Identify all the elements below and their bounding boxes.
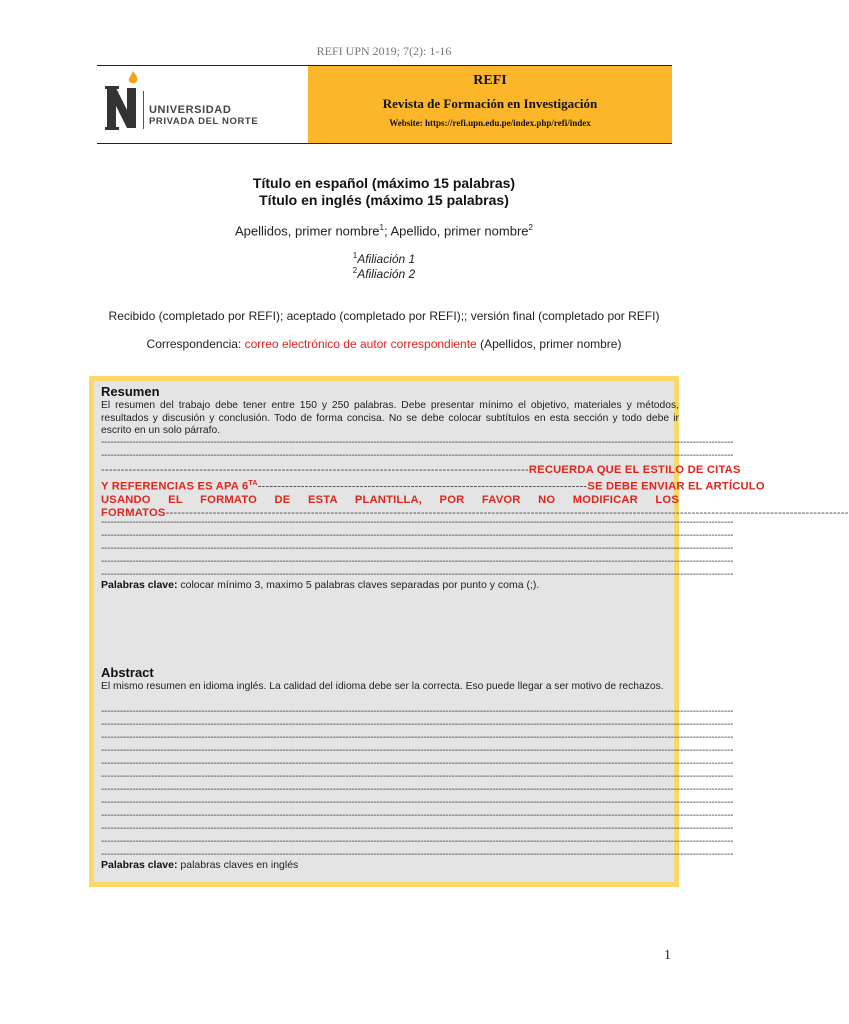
- abstract-box: [89, 376, 849, 887]
- dash-line: ----------------------------------------------------------------------------------------------------------------------------------------------------------------------------------------------------------: [101, 437, 734, 448]
- dash-line: ----------------------------------------------------------------------------------------------------------------------------------------------------------------------------------------------------------: [101, 810, 734, 821]
- author-1: Apellidos, primer nombre: [235, 223, 380, 239]
- warning-line-3: USANDO EL FORMATO DE ESTA PLANTILLA, POR FAVOR NO MODIFICAR LOS: [101, 493, 679, 506]
- resumen-keywords-label: Palabras clave:: [101, 579, 178, 591]
- logo-text-line2: PRIVADA DEL NORTE: [149, 116, 259, 127]
- abstract-keywords-label: Palabras clave:: [101, 859, 178, 871]
- warning-text-1: RECUERDA QUE EL ESTILO DE CITAS: [528, 464, 741, 476]
- logo-text-line1: UNIVERSIDAD: [149, 104, 232, 116]
- authors-line: [0, 223, 768, 238]
- warning-line-1: [101, 464, 741, 477]
- logo-divider: [143, 91, 144, 129]
- abstract-keywords: [101, 859, 298, 871]
- author-2-sup: 2: [528, 223, 533, 232]
- journal-info-box: [308, 66, 672, 143]
- resumen-keywords-text: colocar mínimo 3, maximo 5 palabras claves separadas por punto y coma (;).: [177, 579, 540, 591]
- abstract-keywords-text: palabras claves en inglés: [177, 859, 299, 871]
- dash-run: ------------------------------------------------------------------------------------------------------------------------------------------------------------------------------: [165, 506, 849, 519]
- resumen-keywords: [101, 579, 539, 591]
- resumen-title: Resumen: [101, 384, 160, 399]
- running-header: REFI UPN 2019; 7(2): 1-16: [316, 44, 452, 58]
- warning-text-5: FORMATOS: [101, 506, 166, 519]
- dash-line: ----------------------------------------------------------------------------------------------------------------------------------------------------------------------------------------------------------: [101, 784, 734, 795]
- dash-line: ----------------------------------------------------------------------------------------------------------------------------------------------------------------------------------------------------------: [101, 569, 734, 580]
- style-warning: [101, 464, 849, 520]
- warning-text-2: Y REFERENCIAS ES APA 6: [101, 480, 249, 493]
- resumen-body: El resumen del trabajo debe tener entre 150 y 250 palabras. Debe presentar mínimo el objetivo, materiales y métodos, resultados y discusión y conclusión. Todo de forma concisa. No se debe colocar subtítulos en esta sección y todo debe ir escrito en un solo párrafo.: [101, 400, 679, 436]
- dash-line: ----------------------------------------------------------------------------------------------------------------------------------------------------------------------------------------------------------: [101, 706, 734, 717]
- title-english: Título en inglés (máximo 15 palabras): [259, 192, 509, 208]
- dash-line: ----------------------------------------------------------------------------------------------------------------------------------------------------------------------------------------------------------: [101, 745, 734, 756]
- warning-line-2: [101, 477, 765, 494]
- page-number: 1: [664, 948, 671, 963]
- dash-line: ----------------------------------------------------------------------------------------------------------------------------------------------------------------------------------------------------------: [101, 719, 734, 730]
- affiliation-2-text: Afiliación 2: [357, 267, 416, 281]
- affiliation-2: [0, 266, 768, 281]
- journal-abbreviation: REFI: [473, 73, 507, 88]
- correspondence-email[interactable]: correo electrónico de autor correspondiente: [244, 337, 477, 351]
- dash-line: ----------------------------------------------------------------------------------------------------------------------------------------------------------------------------------------------------------: [101, 849, 734, 860]
- dash-line: ----------------------------------------------------------------------------------------------------------------------------------------------------------------------------------------------------------: [101, 836, 734, 847]
- dash-line: ----------------------------------------------------------------------------------------------------------------------------------------------------------------------------------------------------------: [101, 823, 734, 834]
- warning-text-3: SE DEBE ENVIAR EL ARTÍCULO: [587, 480, 765, 493]
- title-spanish: Título en español (máximo 15 palabras): [252, 175, 516, 191]
- author-2: Apellido, primer nombre: [390, 223, 529, 239]
- affiliation-1-text: Afiliación 1: [357, 252, 416, 266]
- affiliation-1-sup: 1: [352, 251, 358, 260]
- masthead: [97, 65, 672, 144]
- logo-flame-icon: [127, 71, 139, 85]
- abstract-body: El mismo resumen en idioma inglés. La calidad del idioma debe ser la correcta. Eso puede llegar a ser motivo de rechazos.: [101, 681, 664, 692]
- dash-line: ----------------------------------------------------------------------------------------------------------------------------------------------------------------------------------------------------------: [101, 543, 734, 554]
- dash-line: ----------------------------------------------------------------------------------------------------------------------------------------------------------------------------------------------------------: [101, 758, 734, 769]
- dash-line: ----------------------------------------------------------------------------------------------------------------------------------------------------------------------------------------------------------: [101, 530, 734, 541]
- dash-line: ----------------------------------------------------------------------------------------------------------------------------------------------------------------------------------------------------------: [101, 771, 734, 782]
- affiliation-2-sup: 2: [352, 266, 358, 275]
- dash-line: ----------------------------------------------------------------------------------------------------------------------------------------------------------------------------------------------------------: [101, 450, 734, 461]
- abstract-title: Abstract: [101, 665, 154, 680]
- correspondence-line: [0, 337, 768, 351]
- dash-line: ----------------------------------------------------------------------------------------------------------------------------------------------------------------------------------------------------------: [101, 556, 734, 567]
- dash-line: ----------------------------------------------------------------------------------------------------------------------------------------------------------------------------------------------------------: [101, 797, 734, 808]
- affiliation-1: [0, 251, 768, 266]
- correspondence-name: (Apellidos, primer nombre): [476, 337, 622, 351]
- dash-line: ----------------------------------------------------------------------------------------------------------------------------------------------------------------------------------------------------------: [101, 517, 734, 528]
- warning-text-2-sup: TA: [248, 480, 258, 487]
- correspondence-label: Correspondencia:: [146, 337, 245, 351]
- author-separator: ;: [383, 223, 391, 239]
- dash-run: -------------------------------------------------------------------------------------------------------------: [101, 464, 529, 476]
- author-1-sup: 1: [379, 223, 384, 232]
- university-logo: [97, 66, 308, 143]
- journal-website[interactable]: Website: https://refi.upn.edu.pe/index.php/refi/index: [389, 118, 591, 128]
- logo-n-icon: [105, 84, 139, 132]
- dash-run: ------------------------------------------------------------------------------------: [257, 480, 588, 493]
- received-dates: Recibido (completado por REFI); aceptado (completado por REFI);; versión final (completado por REFI): [108, 309, 660, 323]
- dash-line: ----------------------------------------------------------------------------------------------------------------------------------------------------------------------------------------------------------: [101, 732, 734, 743]
- journal-name: Revista de Formación en Investigación: [382, 96, 598, 111]
